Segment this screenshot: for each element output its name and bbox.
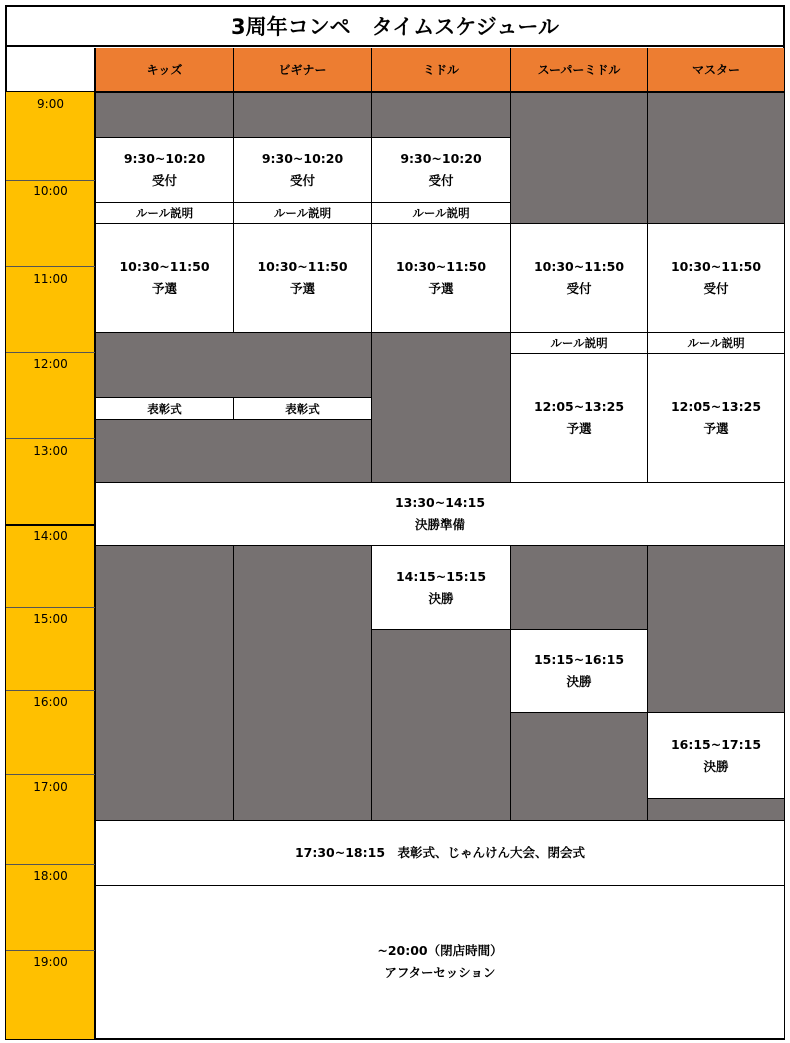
prelim-kids [95, 223, 234, 333]
time-divider [6, 774, 95, 775]
unavailable-block [371, 92, 511, 138]
event-label: 決勝 [703, 758, 729, 774]
final-super-middle [510, 629, 648, 713]
event-time: 14:15~15:15 [395, 568, 487, 584]
event-time: 12:05~13:25 [670, 399, 762, 414]
event-label: 予選 [428, 281, 454, 296]
event-label: 受付 [566, 281, 592, 296]
time-label: 13:00 [33, 444, 68, 458]
unavailable-block [95, 545, 234, 821]
event-time: 9:30~10:20 [123, 151, 206, 166]
page-title: 3周年コンペ タイムスケジュール [6, 6, 784, 47]
event-label: 受付 [703, 281, 729, 296]
time-label: 15:00 [33, 612, 68, 626]
awards-beginner: 表彰式 [233, 397, 372, 420]
rules-beginner: ルール説明 [233, 202, 372, 224]
time-divider [6, 438, 95, 439]
event-time: 10:30~11:50 [257, 259, 348, 274]
event-time: 10:30~11:50 [395, 259, 487, 274]
closing-ceremony-block [95, 820, 785, 886]
unavailable-block [95, 332, 372, 398]
event-time: 9:30~10:20 [261, 151, 344, 166]
column-header-beginner: ビギナー [233, 48, 371, 92]
final-prep-block [95, 482, 785, 546]
column-header-kids: キッズ [95, 48, 233, 92]
time-divider [6, 607, 95, 608]
unavailable-block [510, 545, 648, 630]
column-header-middle: ミドル [371, 48, 510, 92]
event-time: 13:30~14:15 [394, 495, 486, 510]
event-label: 17:30~18:15 表彰式、じゃんけん大会、閉会式 [294, 845, 586, 860]
event-label: 決勝 [566, 674, 592, 689]
reception-super-middle [510, 223, 648, 333]
time-label: 14:00 [33, 529, 68, 543]
unavailable-block [510, 92, 648, 224]
event-time: 10:30~11:50 [119, 259, 210, 274]
time-divider [6, 524, 95, 526]
event-label: 受付 [289, 173, 315, 188]
prelim-beginner [233, 223, 372, 333]
time-label: 19:00 [33, 955, 68, 969]
awards-kids: 表彰式 [95, 397, 234, 420]
column-header-super-middle: スーパーミドル [510, 48, 647, 92]
time-label: 11:00 [33, 272, 68, 286]
event-label: 予選 [703, 421, 729, 436]
time-label: 16:00 [33, 695, 68, 709]
time-label: 17:00 [33, 780, 68, 794]
final-master [647, 712, 785, 799]
time-divider [6, 266, 95, 267]
column-header-master: マスター [647, 48, 784, 92]
reception-kids [95, 137, 234, 203]
prelim-super-middle [510, 353, 648, 483]
unavailable-block [647, 545, 785, 713]
rules-middle: ルール説明 [371, 202, 511, 224]
after-session-block [95, 885, 785, 1039]
time-label: 18:00 [33, 869, 68, 883]
event-label: 予選 [289, 281, 315, 296]
corner-cell [6, 48, 95, 92]
final-middle [371, 545, 511, 630]
unavailable-block [647, 798, 785, 821]
unavailable-block [95, 92, 234, 138]
unavailable-block [510, 712, 648, 821]
rules-kids: ルール説明 [95, 202, 234, 224]
time-column [6, 92, 95, 1039]
event-label: 受付 [428, 173, 454, 188]
reception-master [647, 223, 785, 333]
time-divider [6, 950, 95, 951]
event-label: 受付 [151, 173, 177, 188]
event-label: 決勝 [428, 590, 454, 606]
reception-middle [371, 137, 511, 203]
event-time: ~20:00（閉店時間） [377, 943, 503, 958]
unavailable-block [233, 545, 372, 821]
unavailable-block [371, 629, 511, 821]
time-divider [6, 864, 95, 865]
event-time: 9:30~10:20 [400, 151, 482, 166]
time-label: 10:00 [33, 184, 68, 198]
event-time: 10:30~11:50 [670, 259, 762, 274]
event-time: 10:30~11:50 [533, 259, 625, 274]
time-divider [6, 690, 95, 691]
prelim-master [647, 353, 785, 483]
reception-beginner [233, 137, 372, 203]
event-label: アフターセッション [384, 965, 496, 980]
event-label: 決勝準備 [414, 517, 465, 532]
time-divider [6, 180, 95, 181]
event-time: 16:15~17:15 [670, 736, 762, 752]
unavailable-block [233, 92, 372, 138]
event-time: 12:05~13:25 [533, 399, 625, 414]
rules-super-middle: ルール説明 [510, 332, 648, 354]
event-time: 15:15~16:15 [533, 652, 625, 667]
unavailable-block [647, 92, 785, 224]
event-label: 予選 [151, 281, 177, 296]
event-label: 予選 [566, 421, 592, 436]
rules-master: ルール説明 [647, 332, 785, 354]
time-divider [6, 352, 95, 353]
unavailable-block [95, 419, 372, 483]
prelim-middle [371, 223, 511, 333]
unavailable-block [371, 332, 511, 483]
time-label: 12:00 [33, 357, 68, 371]
time-label: 9:00 [37, 97, 64, 111]
